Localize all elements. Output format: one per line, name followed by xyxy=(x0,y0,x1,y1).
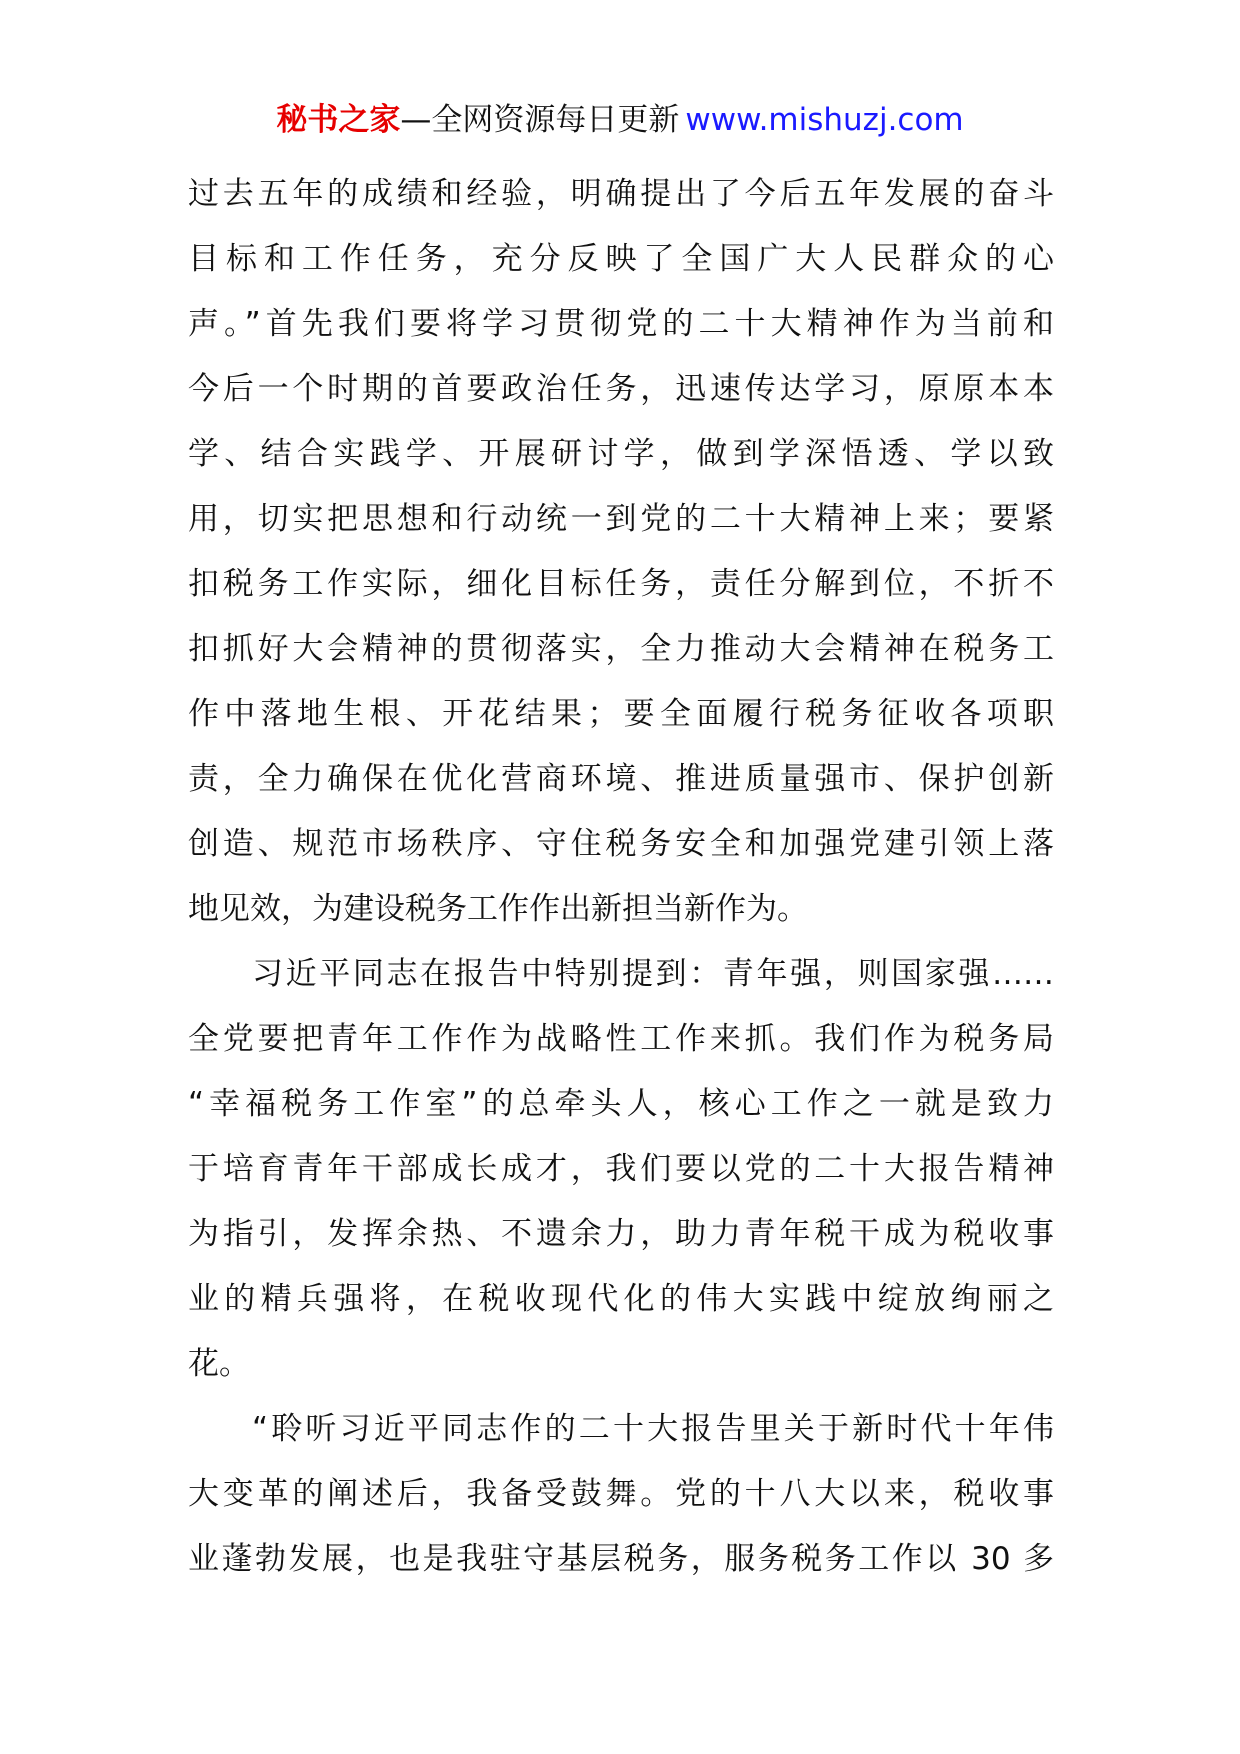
paragraph-1-line: 地见效，为建设税务工作作出新担当新作为。 xyxy=(188,891,808,927)
paragraph-2-line: 花。 xyxy=(188,1346,250,1382)
paragraph-1-line: 扣抓好大会精神的贯彻落实，全力推动大会精神在税务工 xyxy=(188,631,1054,667)
paragraph-2-line: 为指引，发挥余热、不遗余力，助力青年税干成为税收事 xyxy=(188,1216,1054,1252)
site-brand: 秘书之家 xyxy=(276,102,401,138)
paragraph-3-line: “聆听习近平同志作的二十大报告里关于新时代十年伟 xyxy=(252,1411,1054,1447)
paragraph-1-line: 目标和工作任务，充分反映了全国广大人民群众的心 xyxy=(188,241,1054,277)
paragraph-1-line: 过去五年的成绩和经验，明确提出了今后五年发展的奋斗 xyxy=(188,176,1054,212)
paragraph-3-line: 业蓬勃发展，也是我驻守基层税务，服务税务工作以 30 多 xyxy=(188,1541,1054,1577)
paragraph-2-line: 习近平同志在报告中特别提到：青年强，则国家强…… xyxy=(252,956,1054,992)
paragraph-1-line: 用，切实把思想和行动统一到党的二十大精神上来；要紧 xyxy=(188,501,1054,537)
paragraph-1-line: 作中落地生根、开花结果；要全面履行税务征收各项职 xyxy=(188,696,1054,732)
paragraph-2-line: “幸福税务工作室”的总牵头人，核心工作之一就是致力 xyxy=(188,1086,1054,1122)
paragraph-1-line: 声。”首先我们要将学习贯彻党的二十大精神作为当前和 xyxy=(188,306,1054,342)
site-header xyxy=(0,98,1240,142)
paragraph-3-line: 大变革的阐述后，我备受鼓舞。党的十八大以来，税收事 xyxy=(188,1476,1054,1512)
site-tagline: —全网资源每日更新 xyxy=(400,102,680,138)
paragraph-1-line: 扣税务工作实际，细化目标任务，责任分解到位，不折不 xyxy=(188,566,1054,602)
site-url-link[interactable]: www.mishuzj.com xyxy=(685,102,964,138)
paragraph-2-line: 于培育青年干部成长成才，我们要以党的二十大报告精神 xyxy=(188,1151,1054,1187)
paragraph-1-line: 创造、规范市场秩序、守住税务安全和加强党建引领上落 xyxy=(188,826,1054,862)
document-body xyxy=(188,162,1054,1592)
paragraph-1-line: 责，全力确保在优化营商环境、推进质量强市、保护创新 xyxy=(188,761,1054,797)
paragraph-2-line: 全党要把青年工作作为战略性工作来抓。我们作为税务局 xyxy=(188,1021,1054,1057)
paragraph-1-line: 今后一个时期的首要政治任务，迅速传达学习，原原本本 xyxy=(188,371,1054,407)
paragraph-1-line: 学、结合实践学、开展研讨学，做到学深悟透、学以致 xyxy=(188,436,1054,472)
paragraph-2-line: 业的精兵强将，在税收现代化的伟大实践中绽放绚丽之 xyxy=(188,1281,1054,1317)
